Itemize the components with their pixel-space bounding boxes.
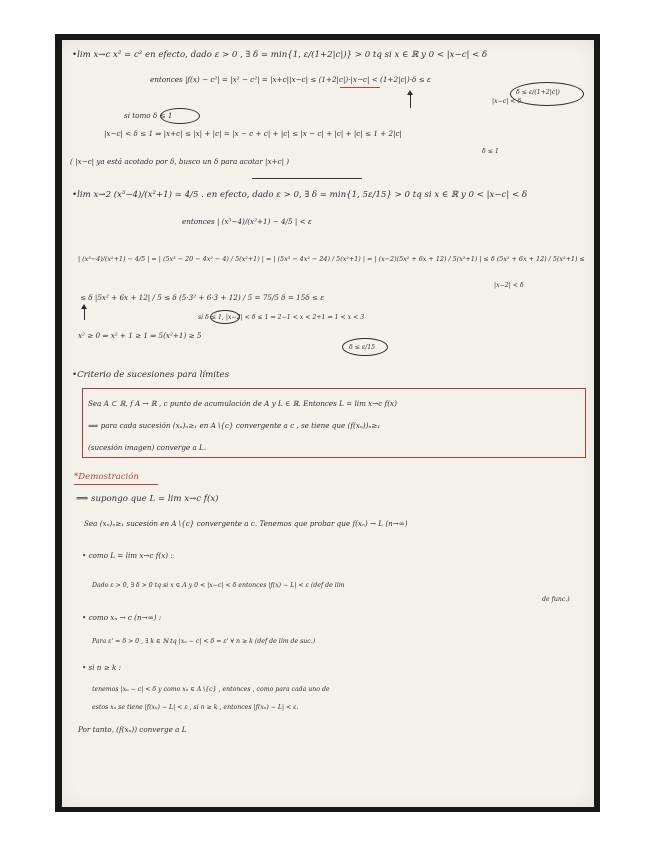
demo-title: *Demostración [74,472,139,482]
circled-condition [510,82,584,106]
divider [252,178,362,179]
demo-line4: Dado ε > 0, ∃ δ > 0 tq si x ∈ A y 0 < |x−c| < δ entonces |f(x) − L| < ε (def de lím [92,582,345,589]
demo-line7: • si n ≥ k : [82,663,122,672]
criterio-title: •Criterio de sucesiones para límites [72,370,229,380]
criterio-line3: (sucesión imagen) converge a L. [88,443,207,452]
limit2-line4: |x−2| < δ [494,282,524,289]
demo-line2: Sea (xₙ)ₙ≥₁ sucesión en A∖{c} convergente a c. Tenemos que probar que f(xₙ) → L (n→∞) [84,519,408,528]
up-arrow-icon [84,308,85,320]
circled-condition [342,338,388,356]
limit1-line1: •lim x→c x² = c² en efecto, dado ε > 0 , ∃ δ = min{1, ε/(1+2|c|)} > 0 tq si x ∈ ℝ y 0 < |x−c| < δ [72,50,488,60]
demo-line4b: de func.) [542,596,570,603]
demo-line8: tenemos |xₙ − c| < δ y como xₙ ∈ A∖{c} , entonces , como para cada uno de [92,686,330,693]
criterio-line2: ⟺ para cada sucesión (xₙ)ₙ≥₁ en A∖{c} convergente a c , se tiene que (f(xₙ))ₙ≥₁ [88,421,381,430]
limit2-line2: entonces | (x³−4)/(x²+1) − 4/5 | < ε [182,217,312,226]
underline-mark [340,87,380,88]
limit2-line6: si δ ≤ 1, |x−2| < δ ≤ 1 ⇒ 2−1 < x < 2+1 ⇒ 1 < x < 3 [198,314,365,321]
notebook-page [62,40,594,807]
limit1-line7: δ ≤ 1 [482,148,499,155]
criterio-line1: Sea A ⊂ ℝ, f A → ℝ , c punto de acumulación de A y L ∈ ℝ. Entonces L = lim x→c f(x) [88,399,397,408]
demo-line1: ⟹ supongo que L = lim x→c f(x) [76,494,219,504]
up-arrow-icon [410,94,411,108]
limit1-boxed-delta: δ ≤ ε/(1+2|c|) [516,89,560,96]
circled-condition [210,310,240,324]
limit2-line5: ≤ δ |5x² + 6x + 12| / 5 ≤ δ (5·3² + 6·3 + 12) / 5 = 75/5 δ = 15δ ≤ ε [80,293,325,302]
limit1-line8: ( |x−c| ya está acotado por δ, busco un δ para acotar |x+c| ) [70,157,290,166]
demo-line10: Por tanto, (f(xₙ)) converge a L [78,725,187,734]
limit2-line1: •lim x→2 (x³−4)/(x²+1) = 4/5 . en efecto, dado ε > 0, ∃ δ = min{1, 5ε/15} > 0 tq si x ∈ ℝ y 0 < |x−c| < δ [72,190,528,200]
limit1-note-dist: |x−c| < δ [492,98,522,105]
limit2-line7: x² ≥ 0 ⇒ x² + 1 ≥ 1 ⇒ 5(x²+1) ≥ 5 [78,331,202,340]
limit2-line8: δ ≤ ε/15 [349,344,376,351]
limit2-line3: | (x³−4)/(x²+1) − 4/5 | = | (5x³ − 20 − 4x² − 4) / 5(x²+1) | = | (5x³ − 4x² − 24) / 5(x²+1) | = | (x−2)(5x² + 6x + 12) / 5(x²+1) | ≤ δ (5x² + 6x + 12) / 5(x²+1) ≤ [78,255,585,263]
limit1-line2: entonces |f(x) − c²| = |x² − c²| = |x+c||x−c| ≤ (1+2|c|)·|x−c| < (1+2|c|)·δ ≤ ε [150,75,431,84]
demo-line5: • como xₙ → c (n→∞) : [82,613,162,622]
title-underline [74,484,158,485]
limit1-line6: |x−c| < δ ≤ 1 ⇒ |x+c| ≤ |x| + |c| = |x − c + c| + |c| ≤ |x − c| + |c| + |c| ≤ 1 + 2|c| [104,129,402,138]
limit1-line5: si tomo δ ≤ 1 [124,111,173,120]
demo-line6: Para ε' = δ > 0 , ∃ k ∈ ℕ tq |xₙ − c| < δ = ε' ∀ n ≥ k (def de lím de suc.) [92,638,316,645]
demo-line9: estos xₙ se tiene |f(xₙ) − L| < ε , si n ≥ k , entonces |f(xₙ) − L| < ε. [92,704,299,711]
circled-condition [160,108,200,124]
demo-line3: • como L = lim x→c f(x) : [82,551,173,560]
